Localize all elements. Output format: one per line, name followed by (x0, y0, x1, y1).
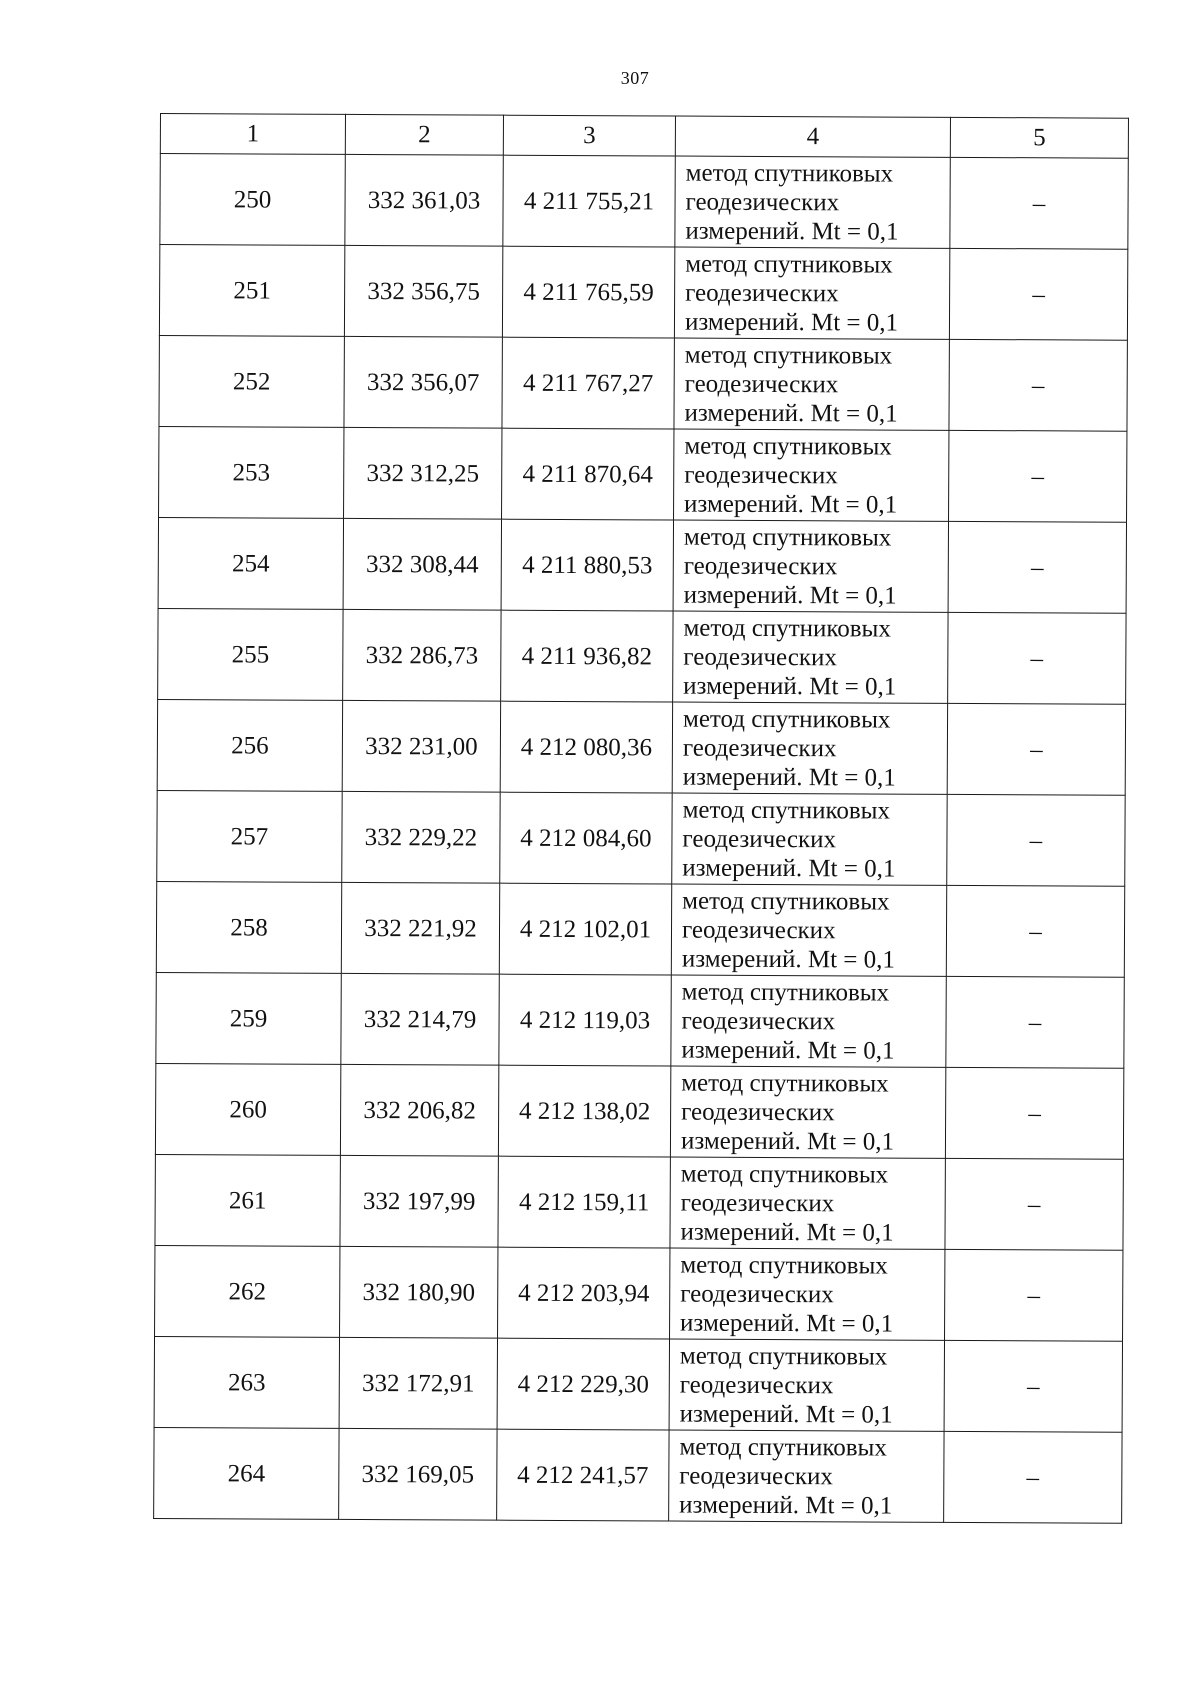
coordinates-table (153, 113, 1129, 1524)
method-line-3: измерений. Mt = 0,1 (680, 1309, 894, 1338)
method-cell (675, 156, 950, 248)
method-cell (672, 793, 947, 885)
point-number-cell: 263 (154, 1336, 339, 1428)
table-row (157, 790, 1125, 886)
method-line-1: метод спутниковых (679, 1433, 887, 1462)
method-line-1: метод спутниковых (685, 159, 894, 188)
method-line-2: геодезических (680, 1280, 834, 1308)
method-line-2: геодезических (683, 643, 838, 671)
y-coordinate-cell: 4 211 767,27 (502, 337, 674, 429)
method-cell (674, 429, 949, 521)
method-line-2: геодезических (679, 1462, 834, 1490)
method-line-3: измерений. Mt = 0,1 (679, 1491, 893, 1520)
method-cell (674, 247, 949, 339)
description-cell: – (944, 1431, 1122, 1523)
method-line-1: метод спутниковых (683, 614, 891, 643)
y-coordinate-cell: 4 212 102,01 (499, 883, 671, 975)
x-coordinate-cell: 332 229,22 (342, 791, 500, 883)
description-cell: – (949, 248, 1127, 340)
header-cell-2: 2 (345, 114, 503, 155)
x-coordinate-cell: 332 356,07 (344, 336, 502, 428)
point-number-cell: 257 (157, 790, 342, 882)
method-line-3: измерений. Mt = 0,1 (684, 490, 898, 519)
table-row (155, 1154, 1123, 1250)
description-cell: – (945, 1249, 1123, 1341)
point-number-cell: 259 (156, 972, 341, 1064)
table-row (159, 426, 1127, 522)
x-coordinate-cell: 332 361,03 (345, 154, 503, 246)
table-row (158, 608, 1126, 704)
method-line-1: метод спутниковых (680, 1160, 889, 1189)
method-cell (670, 1248, 945, 1340)
method-line-3: измерений. Mt = 0,1 (681, 1036, 895, 1065)
header-cell-1: 1 (160, 114, 345, 155)
x-coordinate-cell: 332 169,05 (339, 1428, 497, 1520)
method-line-1: метод спутниковых (682, 796, 891, 825)
x-coordinate-cell: 332 308,44 (343, 518, 501, 610)
method-line-3: измерений. Mt = 0,1 (683, 672, 897, 701)
description-cell: – (950, 157, 1128, 249)
method-line-3: измерений. Mt = 0,1 (684, 399, 898, 428)
table-row (159, 335, 1127, 431)
method-line-2: геодезических (684, 370, 839, 398)
method-line-3: измерений. Mt = 0,1 (684, 308, 899, 337)
x-coordinate-cell: 332 180,90 (340, 1246, 498, 1338)
method-line-1: метод спутниковых (684, 341, 893, 370)
method-line-2: геодезических (680, 1189, 835, 1217)
method-cell (673, 611, 948, 703)
point-number-cell: 253 (159, 426, 344, 518)
method-line-3: измерений. Mt = 0,1 (681, 945, 896, 974)
method-line-1: метод спутниковых (682, 705, 891, 734)
method-line-1: метод спутниковых (679, 1342, 888, 1371)
x-coordinate-cell: 332 172,91 (339, 1337, 497, 1429)
method-line-2: геодезических (683, 552, 838, 580)
method-line-1: метод спутниковых (683, 523, 892, 552)
method-line-3: измерений. Mt = 0,1 (680, 1127, 895, 1156)
description-cell: – (944, 1340, 1122, 1432)
method-line-2: геодезических (684, 461, 838, 489)
method-line-3: измерений. Mt = 0,1 (680, 1218, 894, 1247)
method-line-3: измерений. Mt = 0,1 (685, 217, 899, 246)
method-line-2: геодезических (679, 1371, 834, 1399)
y-coordinate-cell: 4 212 229,30 (497, 1338, 669, 1430)
method-line-2: геодезических (682, 734, 837, 762)
method-cell (673, 520, 948, 612)
table-row (155, 1063, 1123, 1159)
header-cell-5: 5 (950, 117, 1128, 158)
method-cell (671, 884, 946, 976)
table-row (157, 699, 1125, 795)
header-row (160, 114, 1128, 159)
method-line-3: измерений. Mt = 0,1 (682, 854, 896, 883)
method-cell (669, 1339, 944, 1431)
y-coordinate-cell: 4 211 870,64 (502, 428, 674, 520)
method-line-2: геодезических (681, 916, 836, 944)
method-line-2: геодезических (685, 188, 840, 216)
method-line-1: метод спутниковых (685, 250, 893, 279)
x-coordinate-cell: 332 221,92 (341, 882, 499, 974)
table-row (154, 1427, 1122, 1523)
y-coordinate-cell: 4 212 080,36 (500, 701, 672, 793)
point-number-cell: 251 (159, 245, 344, 337)
table-body (154, 114, 1129, 1524)
description-cell: – (946, 885, 1124, 977)
method-line-2: геодезических (681, 1007, 836, 1035)
description-cell: – (945, 1158, 1123, 1250)
header-cell-4: 4 (675, 116, 950, 157)
point-number-cell: 255 (158, 608, 343, 700)
table-row (156, 972, 1124, 1068)
method-line-1: метод спутниковых (681, 978, 890, 1007)
description-cell: – (947, 794, 1125, 886)
description-cell: – (949, 430, 1127, 522)
point-number-cell: 256 (157, 699, 342, 791)
table-row (156, 881, 1124, 977)
method-line-2: геодезических (681, 1098, 835, 1126)
x-coordinate-cell: 332 206,82 (340, 1064, 498, 1156)
y-coordinate-cell: 4 212 084,60 (500, 792, 672, 884)
method-cell (670, 1066, 945, 1158)
method-line-3: измерений. Mt = 0,1 (679, 1400, 893, 1429)
header-cell-3: 3 (503, 115, 675, 156)
table-row (154, 1336, 1122, 1432)
method-cell (674, 338, 949, 430)
page-number: 307 (620, 68, 650, 88)
method-cell (671, 975, 946, 1067)
table-row (155, 1245, 1123, 1341)
point-number-cell: 262 (155, 1245, 340, 1337)
y-coordinate-cell: 4 211 936,82 (501, 610, 673, 702)
method-cell (672, 702, 947, 794)
x-coordinate-cell: 332 312,25 (344, 427, 502, 519)
coordinates-table-container (153, 113, 1128, 1524)
x-coordinate-cell: 332 197,99 (340, 1155, 498, 1247)
y-coordinate-cell: 4 212 138,02 (498, 1065, 670, 1157)
y-coordinate-cell: 4 211 755,21 (503, 155, 675, 247)
y-coordinate-cell: 4 212 241,57 (497, 1429, 669, 1521)
point-number-cell: 252 (159, 335, 344, 427)
method-line-1: метод спутниковых (680, 1251, 888, 1280)
description-cell: – (948, 521, 1126, 613)
point-number-cell: 260 (155, 1063, 340, 1155)
x-coordinate-cell: 332 286,73 (343, 609, 501, 701)
method-line-1: метод спутниковых (682, 887, 890, 916)
x-coordinate-cell: 332 231,00 (342, 700, 500, 792)
description-cell: – (945, 1067, 1123, 1159)
point-number-cell: 254 (158, 517, 343, 609)
method-cell (669, 1430, 944, 1522)
point-number-cell: 258 (156, 881, 341, 973)
description-cell: – (948, 612, 1126, 704)
x-coordinate-cell: 332 214,79 (341, 973, 499, 1065)
description-cell: – (949, 339, 1127, 431)
description-cell: – (946, 976, 1124, 1068)
y-coordinate-cell: 4 211 880,53 (501, 519, 673, 611)
method-line-3: измерений. Mt = 0,1 (682, 763, 896, 792)
method-cell (670, 1157, 945, 1249)
table-row (158, 517, 1126, 613)
y-coordinate-cell: 4 211 765,59 (502, 246, 674, 338)
y-coordinate-cell: 4 212 119,03 (499, 974, 671, 1066)
method-line-1: метод спутниковых (684, 432, 892, 461)
method-line-2: геодезических (685, 279, 839, 307)
y-coordinate-cell: 4 212 159,11 (498, 1156, 670, 1248)
method-line-3: измерений. Mt = 0,1 (683, 581, 897, 610)
table-row (159, 245, 1127, 341)
point-number-cell: 250 (160, 154, 345, 246)
y-coordinate-cell: 4 212 203,94 (498, 1247, 670, 1339)
point-number-cell: 261 (155, 1154, 340, 1246)
method-line-1: метод спутниковых (681, 1069, 889, 1098)
table-row (160, 154, 1128, 250)
method-line-2: геодезических (682, 825, 837, 853)
x-coordinate-cell: 332 356,75 (344, 245, 502, 337)
description-cell: – (947, 703, 1125, 795)
point-number-cell: 264 (154, 1427, 339, 1519)
